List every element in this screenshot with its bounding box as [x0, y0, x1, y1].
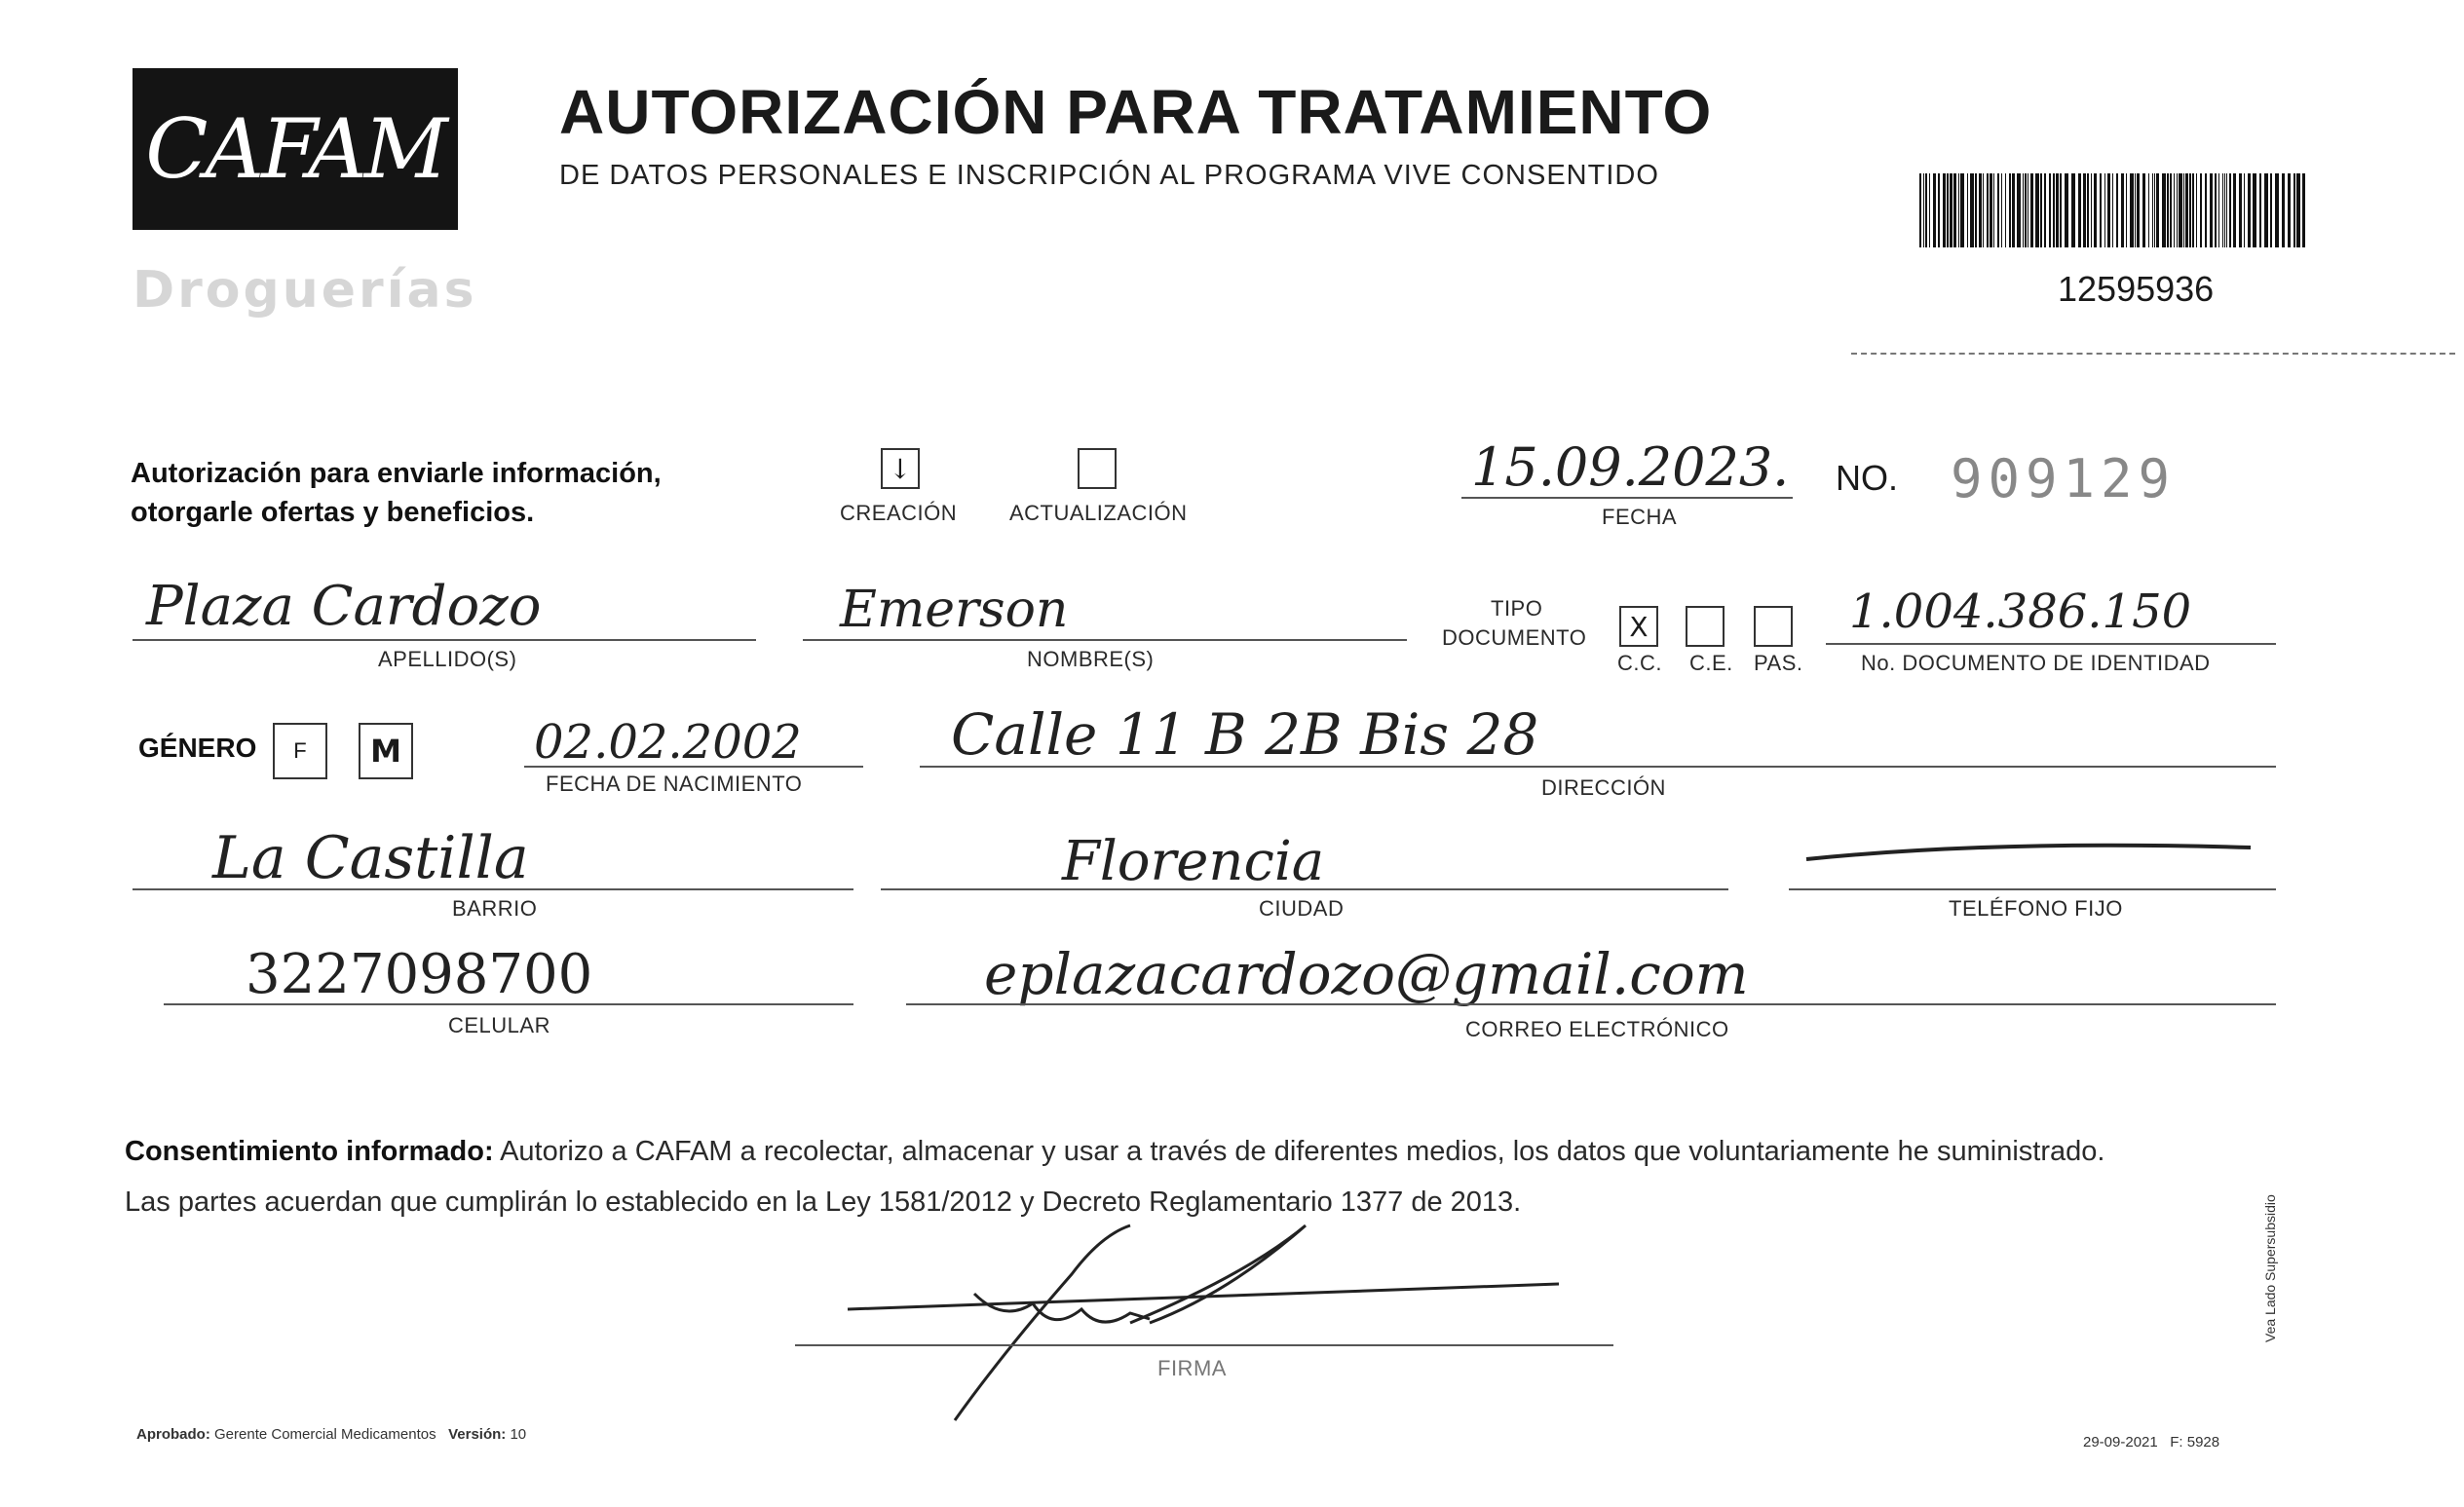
consent-line2: Las partes acuerdan que cumplirán lo establecido en la Ley 1581/2012 y Decreto Reglamentario 1377 de 2013.	[125, 1187, 1522, 1218]
barcode-number: 12595936	[2058, 269, 2215, 309]
ciudad-value[interactable]: Florencia	[1062, 830, 1325, 893]
creacion-checkbox[interactable]	[881, 448, 920, 489]
doc-number-value[interactable]: 1.004.386.150	[1849, 584, 2192, 639]
telefono-label: TELÉFONO FIJO	[1949, 896, 2123, 921]
barrio-label: BARRIO	[452, 896, 538, 921]
pas-label: PAS.	[1754, 651, 1803, 675]
version-label: Versión:	[448, 1426, 507, 1443]
footer-date-value: 29-09-2021	[2083, 1434, 2158, 1450]
ce-checkbox[interactable]	[1686, 606, 1725, 647]
consent-bold: Consentimiento informado:	[125, 1136, 494, 1167]
logo-subtext: Droguerías	[133, 261, 477, 320]
creacion-mark: ↓	[889, 452, 912, 485]
genero-m-checkbox[interactable]	[359, 723, 413, 779]
telefono-strikethrough	[1802, 830, 2260, 869]
cc-checkbox[interactable]	[1619, 606, 1658, 647]
celular-label: CELULAR	[448, 1013, 550, 1037]
genero-f-checkbox[interactable]	[273, 723, 327, 779]
tipo-doc-label-2: DOCUMENTO	[1442, 625, 1587, 650]
fecha-label: FECHA	[1602, 505, 1678, 529]
fecha-value: 15.09.2023.	[1471, 436, 1790, 498]
cc-mark: X	[1629, 610, 1649, 643]
ciudad-line	[881, 888, 1728, 890]
nacimiento-line	[524, 766, 863, 768]
correo-value[interactable]: eplazacardozo@gmail.com	[984, 941, 1749, 1007]
no-value: 909129	[1951, 448, 2177, 509]
consent-text	[125, 1126, 2288, 1227]
cc-label: C.C.	[1617, 651, 1662, 675]
header-divider	[1851, 353, 2455, 355]
celular-line	[164, 1003, 853, 1005]
auth-text-line2: otorgarle ofertas y beneficios.	[131, 497, 535, 528]
apellidos-label: APELLIDO(S)	[378, 647, 517, 671]
footer-approved	[136, 1426, 526, 1443]
ciudad-label: CIUDAD	[1259, 896, 1345, 921]
apellidos-value[interactable]: Plaza Cardozo	[146, 575, 542, 638]
footer-vertical-text: Vea Lado Supersubsidio	[2262, 1194, 2278, 1342]
nacimiento-value[interactable]: 02.02.2002	[534, 715, 802, 770]
form-subtitle: DE DATOS PERSONALES E INSCRIPCIÓN AL PROGRAMA VIVE CONSENTIDO	[559, 160, 1659, 191]
correo-label: CORREO ELECTRÓNICO	[1465, 1017, 1729, 1041]
actualizacion-label: ACTUALIZACIÓN	[1009, 501, 1188, 525]
telefono-line	[1789, 888, 2276, 890]
genero-f-label: F	[293, 738, 307, 763]
doc-number-label: No. DOCUMENTO DE IDENTIDAD	[1861, 651, 2211, 675]
direccion-label: DIRECCIÓN	[1541, 775, 1666, 800]
form-title: AUTORIZACIÓN PARA TRATAMIENTO	[559, 77, 1713, 147]
nombres-line	[803, 639, 1407, 641]
barcode	[1919, 173, 2309, 247]
nacimiento-label: FECHA DE NACIMIENTO	[546, 772, 803, 796]
signature-label: FIRMA	[1157, 1356, 1227, 1380]
footer-date	[2083, 1434, 2219, 1450]
actualizacion-checkbox[interactable]	[1078, 448, 1117, 489]
ce-label: C.E.	[1689, 651, 1733, 675]
genero-m-mark: M	[370, 733, 401, 770]
celular-value[interactable]: 3227098700	[246, 943, 593, 1006]
nombres-label: NOMBRE(S)	[1027, 647, 1155, 671]
no-label: NO.	[1836, 458, 1899, 498]
logo-text: CAFAM	[145, 101, 445, 197]
consent-line1: Autorizo a CAFAM a recolectar, almacenar y usar a través de diferentes medios, los datos que voluntariamente he suministrado.	[493, 1136, 2105, 1167]
aprobado-label: Aprobado:	[136, 1426, 210, 1443]
apellidos-line	[133, 639, 756, 641]
nombres-value[interactable]: Emerson	[840, 581, 1069, 639]
tipo-doc-label-1: TIPO	[1491, 596, 1543, 621]
genero-label: GÉNERO	[138, 733, 257, 763]
doc-number-line	[1826, 643, 2276, 645]
pas-checkbox[interactable]	[1754, 606, 1793, 647]
direccion-value[interactable]: Calle 11 B 2B Bis 28	[951, 701, 1539, 768]
barrio-value[interactable]: La Castilla	[212, 824, 529, 892]
creacion-label: CREACIÓN	[840, 501, 958, 525]
direccion-line	[920, 766, 2276, 768]
footer-code: F: 5928	[2170, 1434, 2220, 1450]
auth-text-line1: Autorización para enviarle información,	[131, 458, 662, 489]
barrio-line	[133, 888, 853, 890]
fecha-line	[1461, 497, 1793, 499]
signature-scribble	[838, 1216, 1578, 1430]
correo-line	[906, 1003, 2276, 1005]
signature-line	[795, 1344, 1613, 1346]
cafam-logo	[133, 68, 458, 230]
version-value: 10	[510, 1426, 527, 1443]
aprobado-value: Gerente Comercial Medicamentos	[214, 1426, 436, 1443]
